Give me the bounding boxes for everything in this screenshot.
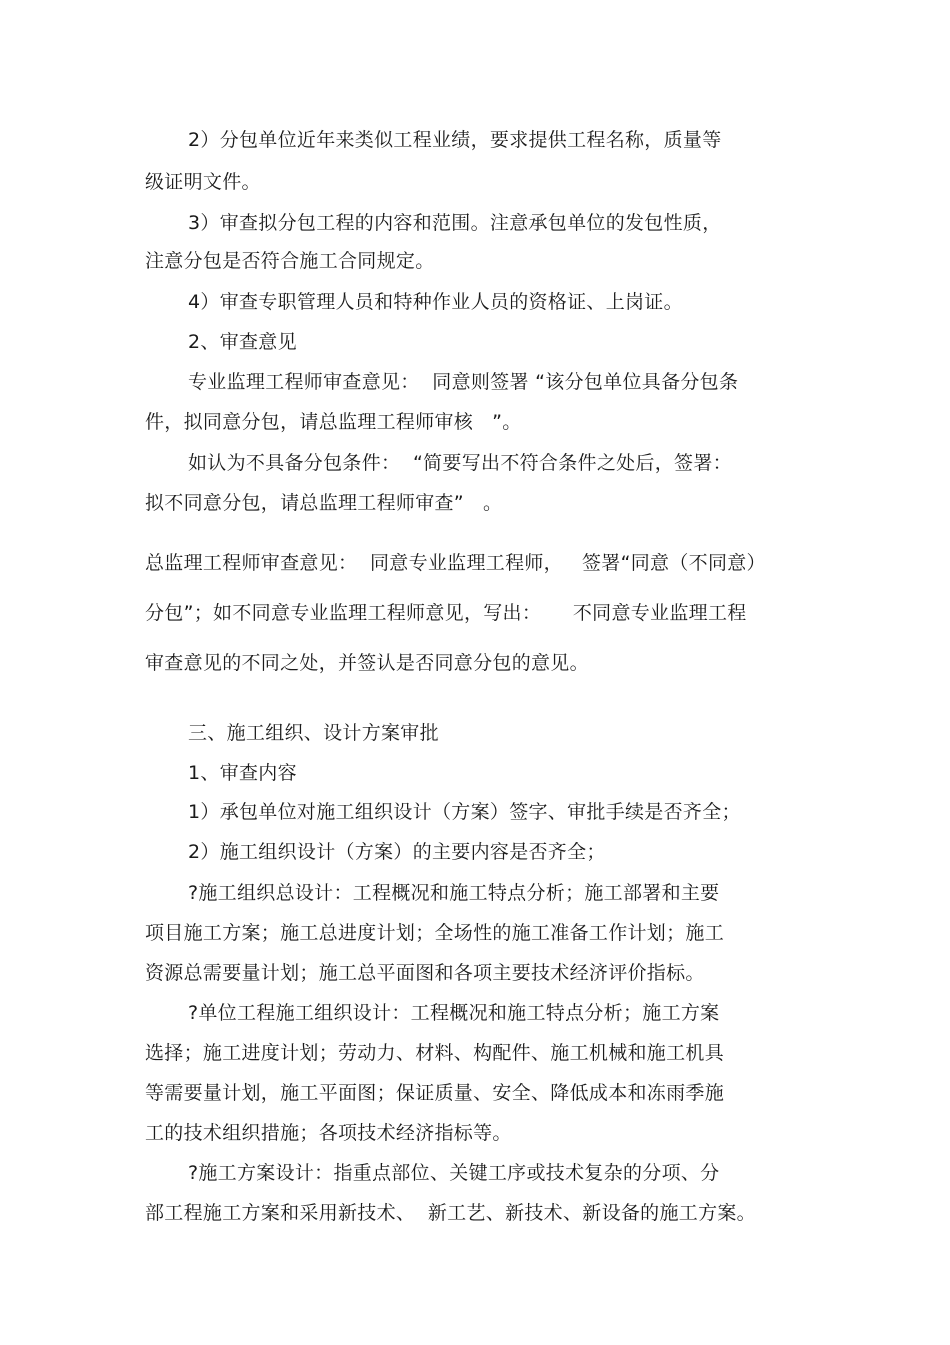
text-line-21: ?单位工程施工组织设计：工程概况和施工特点分析；施工方案	[188, 1002, 720, 1024]
text-line-9: 如认为不具备分包条件： “简要写出不符合条件之处后，签署：	[188, 452, 732, 474]
text-line-10: 拟不同意分包，请总监理工程师审查” 。	[145, 492, 503, 514]
text-line-7: 专业监理工程师审查意见： 同意则签署 “该分包单位具备分包条	[188, 371, 739, 393]
text-line-23: 等需要量计划，施工平面图；保证质量、安全、降低成本和冻雨季施	[145, 1082, 725, 1104]
text-line-17: 2）施工组织设计（方案）的主要内容是否齐全；	[188, 841, 606, 863]
text-line-4: 注意分包是否符合施工合同规定。	[145, 250, 435, 272]
text-line-6: 2、审查意见	[188, 331, 297, 353]
text-line-16: 1）承包单位对施工组织设计（方案）签字、审批手续是否齐全；	[188, 801, 741, 823]
text-line-5: 4）审查专职管理人员和特种作业人员的资格证、上岗证。	[188, 291, 683, 313]
text-line-24: 工的技术组织措施；各项技术经济指标等。	[145, 1122, 512, 1144]
text-line-12: 分包”；如不同意专业监理工程师意见，写出： 不同意专业监理工程	[145, 602, 747, 624]
text-line-11: 总监理工程师审查意见： 同意专业监理工程师， 签署“同意（不同意）	[145, 552, 766, 574]
text-line-15: 1、审查内容	[188, 762, 297, 784]
text-line-8: 件，拟同意分包，请总监理工程师审核 ”。	[145, 411, 522, 433]
section-heading: 三、施工组织、设计方案审批	[188, 722, 439, 744]
text-line-22: 选择；施工进度计划；劳动力、材料、构配件、施工机械和施工机具	[145, 1042, 725, 1064]
text-line-1: 2）分包单位近年来类似工程业绩，要求提供工程名称，质量等	[188, 129, 722, 151]
text-line-25: ?施工方案设计：指重点部位、关键工序或技术复杂的分项、分	[188, 1162, 720, 1184]
text-line-26: 部工程施工方案和采用新技术、 新工艺、新技术、新设备的施工方案。	[145, 1202, 756, 1224]
text-line-2: 级证明文件。	[145, 171, 261, 193]
text-line-19: 项目施工方案；施工总进度计划；全场性的施工准备工作计划；施工	[145, 922, 725, 944]
text-line-20: 资源总需要量计划；施工总平面图和各项主要技术经济评价指标。	[145, 962, 705, 984]
text-line-18: ?施工组织总设计：工程概况和施工特点分析；施工部署和主要	[188, 882, 720, 904]
text-line-13: 审查意见的不同之处，并签认是否同意分包的意见。	[145, 652, 589, 674]
text-line-3: 3）审查拟分包工程的内容和范围。注意承包单位的发包性质，	[188, 212, 722, 234]
